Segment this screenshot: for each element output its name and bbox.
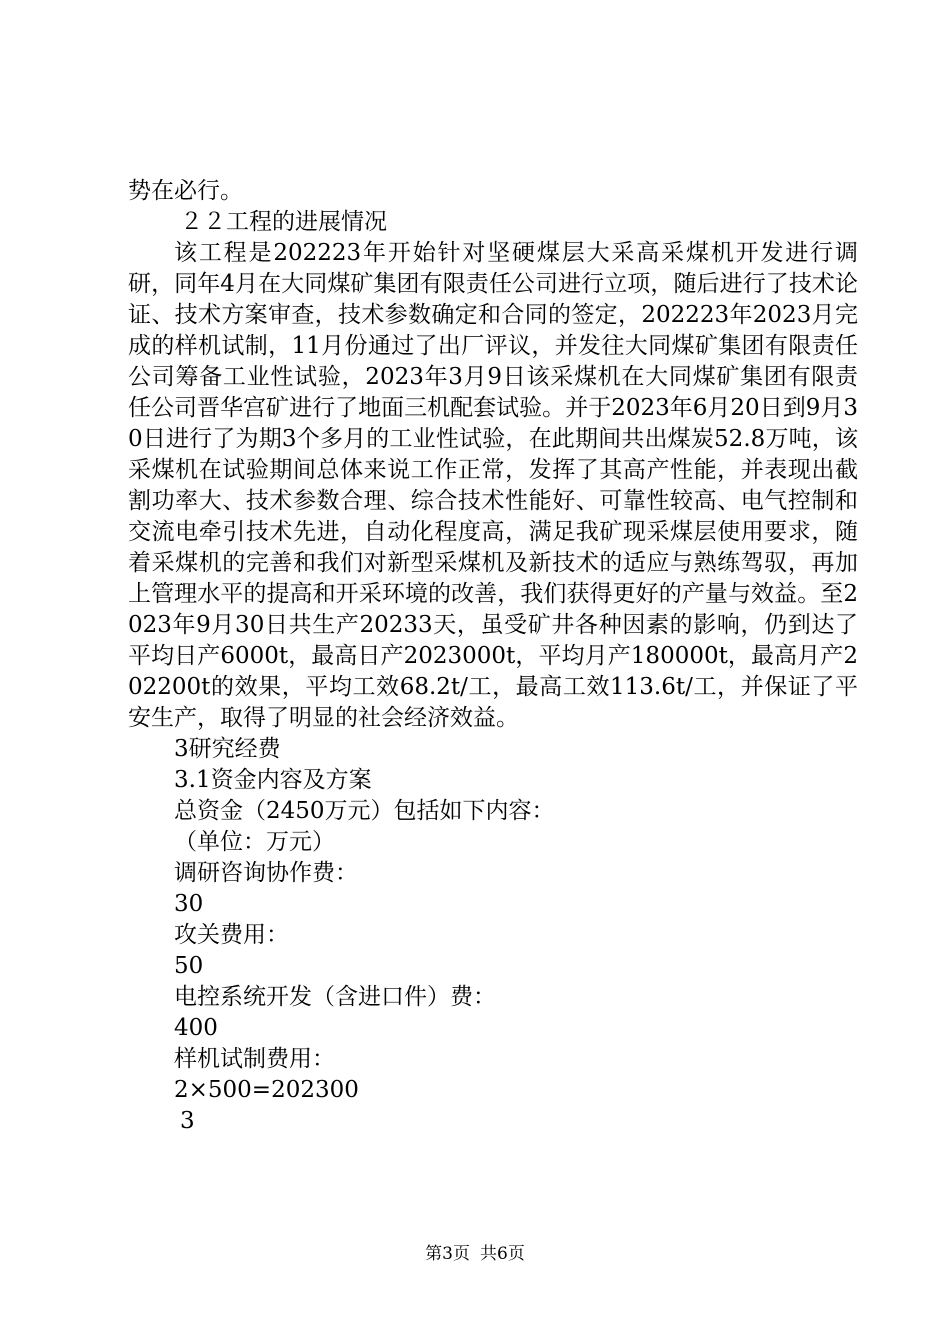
cost-item-label: 电控系统开发（含进口件）费： [174, 984, 496, 1010]
cost-item-label: 攻关费用： [174, 922, 289, 948]
page-number-total: 共6页 [480, 1244, 525, 1264]
funding-total-line: 总资金（2450万元）包括如下内容： [174, 798, 555, 824]
section-heading-2-2: ２２工程的进展情况 [180, 209, 387, 235]
page-number-current: 第3页 [425, 1244, 470, 1264]
paragraph-continuation: 势在必行。 [128, 178, 243, 204]
cost-item-value: 400 [174, 1015, 218, 1041]
cost-item-label: 样机试制费用： [174, 1046, 335, 1072]
section-heading-3-1: 3.1资金内容及方案 [174, 767, 372, 793]
list-continuation-number: 3 [180, 1108, 195, 1134]
paragraph-progress: 该工程是202223年开始针对坚硬煤层大采高采煤机开发进行调研，同年4月在大同煤矿集团有限责任公司进行立项，随后进行了技术论证、技术方案审查，技术参数确定和合同的签定，202223年2023月完成的样机试制，11月份通过了出厂评议，并发往大同煤矿集团有限责任公司筹备工业性试验，2023年3月9日该采煤机在大同煤矿集团有限责任公司晋华宫矿进行了地面三机配套试验。并于2023年6月20日到9月30日进行了为期3个多月的工业性试验，在此期间共出煤炭52.8万吨，该采煤机在试验期间总体来说工作正常，发挥了其高产性能，并表现出截割功率大、技术参数合理、综合技术性能好、可靠性较高、电气控制和交流电牵引技术先进，自动化程度高，满足我矿现采煤层使用要求，随着采煤机的完善和我们对新型采煤机及新技术的适应与熟练驾驭，再加上管理水平的提高和开采环境的改善，我们获得更好的产量与效益。至2023年9月30日共生产20233天，虽受矿井各种因素的影响，仍到达了平均日产6000t，最高日产2023000t，平均月产180000t，最高月产202200t的效果，平均工效68.2t/工，最高工效113.6t/工，并保证了平安生产，取得了明显的社会经济效益。 [128, 240, 858, 731]
cost-item-value: 50 [174, 953, 204, 979]
page-footer [0, 1244, 950, 1264]
cost-item-value: 2×500=202300 [174, 1077, 359, 1103]
cost-item-value: 30 [174, 891, 204, 917]
section-heading-3: 3研究经费 [174, 736, 281, 762]
unit-line: （单位：万元） [174, 829, 335, 855]
document-body [128, 176, 858, 1137]
cost-item-label: 调研咨询协作费： [174, 860, 358, 886]
